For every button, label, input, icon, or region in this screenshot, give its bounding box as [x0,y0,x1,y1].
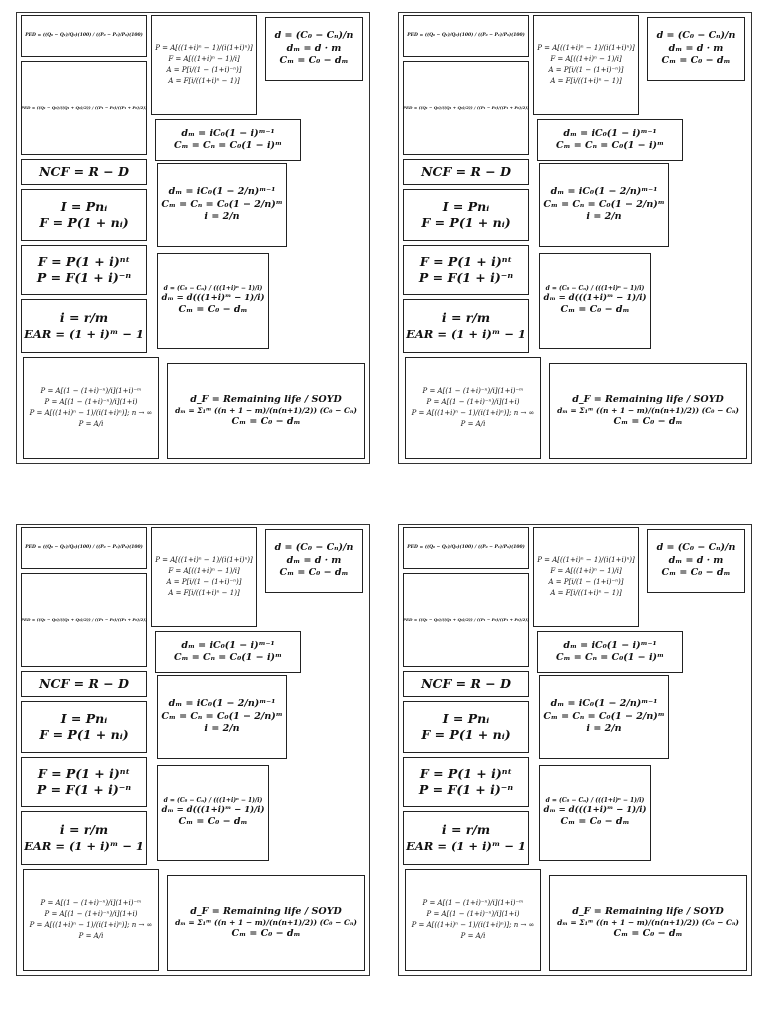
formula-line: P = F(1 + i)⁻ⁿ [36,270,132,285]
formula-line: Cₘ = C₀ − dₘ [661,567,731,579]
formula-sheet-4 [398,524,752,976]
formula-line: EAR = (1 + i)ᵐ − 1 [24,838,144,853]
formula-line: dₘ = iC₀(1 − i)ᵐ⁻¹ [563,639,657,651]
formula-box-sl [265,17,363,81]
formula-line: Cₘ = Cₙ = C₀(1 − 2/n)ᵐ [161,710,283,722]
formula-line: NCF = R − D [421,163,511,179]
formula-line: dₘ = Σ₁ᵐ ((n + 1 − m)/(n(n+1)/2)) (C₀ − Cₙ) [557,918,739,928]
formula-box-cc [403,757,529,807]
formula-line: P = A/i [460,419,486,428]
formula-line: PED = ((Q₀ − Q₁)/Q₀)(100) / ((P₀ − P₁)/P₀)(100) [407,33,525,39]
formula-box-sf [539,253,651,349]
formula-box-si [403,701,529,753]
formula-line: P = F(1 + i)⁻ⁿ [418,782,514,797]
formula-line: Cₘ = Cₙ = C₀(1 − i)ᵐ [556,140,664,151]
formula-line: i = 2/n [586,211,622,223]
formula-box-db [155,631,301,673]
formula-line: F = P(1 + i)ⁿᵗ [37,765,131,781]
formula-line: P = A[((1+i)ⁿ − 1)/(i(1+i)ⁿ)]; n → ∞ [411,409,535,417]
formula-box-sf [157,765,269,861]
formula-line: P = A[(1 − (1+i)⁻ⁿ)/i](1+i)⁻ᵐ [40,899,142,908]
formula-line: d_F = Remaining life / SOYD [572,393,724,405]
formula-box-ped2 [21,573,147,667]
formula-line: P = A/i [78,419,104,428]
formula-line: d_F = Remaining life / SOYD [190,905,342,917]
formula-box-syd [549,363,747,459]
formula-line: i = 2/n [204,211,240,223]
formula-line: P = A[(1 − (1+i)⁻ⁿ)/i](1+i) [426,910,520,919]
formula-box-syd [167,875,365,971]
formula-line: dₘ = d(((1+i)ᵐ − 1)/i) [161,805,265,816]
formula-line: PED = ((Q₁ − Q₀)/((Q₁ + Q₀)/2)) / ((P₁ − P₀)/((P₁ + P₀)/2)) [20,617,148,623]
formula-line: I = Pnᵢ [60,710,108,726]
formula-line: EAR = (1 + i)ᵐ − 1 [24,326,144,341]
formula-line: F = P(1 + nᵢ) [39,215,129,230]
formula-box-syd [167,363,365,459]
formula-box-ddb [157,675,287,759]
formula-line: dₘ = d · m [668,42,724,54]
formula-line: P = F(1 + i)⁻ⁿ [418,270,514,285]
formula-box-ann [405,869,541,971]
formula-line: P = A/i [460,931,486,940]
formula-line: Cₘ = C₀ − dₘ [613,415,683,427]
formula-line: dₘ = d(((1+i)ᵐ − 1)/i) [543,805,647,816]
formula-box-sl [647,529,745,593]
formula-line: dₘ = iC₀(1 − i)ᵐ⁻¹ [181,127,275,139]
formula-line: Cₘ = C₀ − dₘ [560,304,630,316]
formula-line: i = r/m [441,822,491,838]
formula-line: Cₘ = C₀ − dₘ [178,816,248,828]
formula-line: d_F = Remaining life / SOYD [190,393,342,405]
formula-line: d = (C₀ − Cₙ) / (((1+i)ⁿ − 1)/i) [545,285,645,293]
formula-line: A = F[i/((1+i)ⁿ − 1)] [168,588,240,597]
formula-line: F = P(1 + i)ⁿᵗ [37,253,131,269]
formula-line: A = P[i/(1 − (1+i)⁻ⁿ)] [548,66,624,74]
formula-line: P = A[((1+i)ⁿ − 1)/(i(1+i)ⁿ)]; n → ∞ [411,921,535,929]
formula-line: Cₘ = C₀ − dₘ [560,816,630,828]
formula-line: PED = ((Q₀ − Q₁)/Q₀)(100) / ((P₀ − P₁)/P₀)(100) [407,545,525,551]
formula-line: dₘ = iC₀(1 − 2/n)ᵐ⁻¹ [168,186,276,198]
formula-line: NCF = R − D [39,675,129,691]
formula-line: d_F = Remaining life / SOYD [572,905,724,917]
formula-line: PED = ((Q₁ − Q₀)/((Q₁ + Q₀)/2)) / ((P₁ − P₀)/((P₁ + P₀)/2)) [402,617,530,623]
formula-box-cc [21,757,147,807]
formula-box-sf [539,765,651,861]
formula-line: P = A[((1+i)ⁿ − 1)/(i(1+i)ⁿ)] [155,556,253,565]
formula-box-ped1 [403,527,529,569]
formula-line: P = A[((1+i)ⁿ − 1)/(i(1+i)ⁿ)] [537,44,635,53]
formula-line: i = r/m [441,310,491,326]
formula-line: PED = ((Q₀ − Q₁)/Q₀)(100) / ((P₀ − P₁)/P₀)(100) [25,33,143,39]
formula-line: dₘ = Σ₁ᵐ ((n + 1 − m)/(n(n+1)/2)) (C₀ − Cₙ) [557,406,739,416]
formula-line: F = P(1 + nᵢ) [421,727,511,742]
formula-line: P = A[((1+i)ⁿ − 1)/(i(1+i)ⁿ)] [155,44,253,53]
formula-box-ann [23,357,159,459]
formula-line: Cₘ = Cₙ = C₀(1 − 2/n)ᵐ [161,198,283,210]
formula-line: dₘ = iC₀(1 − i)ᵐ⁻¹ [563,127,657,139]
formula-line: A = P[i/(1 − (1+i)⁻ⁿ)] [166,578,242,586]
formula-line: I = Pnᵢ [60,198,108,214]
formula-box-ear [403,299,529,353]
formula-line: P = A/i [78,931,104,940]
formula-line: d = (C₀ − Cₙ) / (((1+i)ⁿ − 1)/i) [163,285,263,293]
formula-line: dₘ = Σ₁ᵐ ((n + 1 − m)/(n(n+1)/2)) (C₀ − Cₙ) [175,406,357,416]
formula-line: F = A[((1+i)ⁿ − 1)/i] [168,567,240,576]
formula-line: d = (C₀ − Cₙ) / (((1+i)ⁿ − 1)/i) [163,797,263,805]
formula-box-pf [151,527,257,627]
formula-line: P = A[(1 − (1+i)⁻ⁿ)/i](1+i)⁻ᵐ [422,387,524,396]
formula-line: I = Pnᵢ [442,710,490,726]
formula-line: P = A[(1 − (1+i)⁻ⁿ)/i](1+i)⁻ᵐ [422,899,524,908]
formula-box-ear [21,299,147,353]
formula-line: i = 2/n [204,723,240,735]
formula-line: i = 2/n [586,723,622,735]
formula-line: d = (C₀ − Cₙ)/n [656,30,736,42]
formula-box-cc [403,245,529,295]
formula-line: NCF = R − D [39,163,129,179]
formula-line: Cₘ = Cₙ = C₀(1 − i)ᵐ [174,652,282,663]
formula-line: F = A[((1+i)ⁿ − 1)/i] [550,55,622,64]
formula-line: dₘ = iC₀(1 − i)ᵐ⁻¹ [181,639,275,651]
formula-line: F = P(1 + i)ⁿᵗ [419,253,513,269]
formula-line: P = A[(1 − (1+i)⁻ⁿ)/i](1+i) [44,398,138,407]
formula-box-ncf [21,159,147,185]
formula-box-si [403,189,529,241]
formula-box-ear [403,811,529,865]
formula-line: A = F[i/((1+i)ⁿ − 1)] [168,76,240,85]
formula-line: F = P(1 + nᵢ) [39,727,129,742]
formula-box-ddb [157,163,287,247]
formula-line: dₘ = iC₀(1 − 2/n)ᵐ⁻¹ [550,698,658,710]
formula-line: Cₘ = C₀ − dₘ [661,55,731,67]
formula-line: A = F[i/((1+i)ⁿ − 1)] [550,76,622,85]
formula-box-ped2 [21,61,147,155]
formula-line: Cₘ = C₀ − dₘ [231,927,301,939]
formula-line: dₘ = d(((1+i)ᵐ − 1)/i) [161,293,265,304]
formula-box-ann [405,357,541,459]
formula-box-ncf [403,159,529,185]
formula-line: Cₘ = C₀ − dₘ [613,927,683,939]
formula-line: d = (C₀ − Cₙ)/n [274,542,354,554]
formula-line: PED = ((Q₁ − Q₀)/((Q₁ + Q₀)/2)) / ((P₁ − P₀)/((P₁ + P₀)/2)) [20,105,148,111]
formula-line: F = P(1 + i)ⁿᵗ [419,765,513,781]
formula-box-ped1 [21,527,147,569]
formula-line: P = A[((1+i)ⁿ − 1)/(i(1+i)ⁿ)]; n → ∞ [29,921,153,929]
formula-box-sl [647,17,745,81]
formula-line: P = A[((1+i)ⁿ − 1)/(i(1+i)ⁿ)] [537,556,635,565]
formula-line: dₘ = d(((1+i)ᵐ − 1)/i) [543,293,647,304]
formula-line: i = r/m [59,310,109,326]
formula-line: Cₘ = C₀ − dₘ [231,415,301,427]
formula-line: Cₘ = C₀ − dₘ [279,55,349,67]
formula-box-ped1 [403,15,529,57]
formula-box-pf [151,15,257,115]
formula-line: dₘ = iC₀(1 − 2/n)ᵐ⁻¹ [168,698,276,710]
formula-box-ddb [539,163,669,247]
formula-line: I = Pnᵢ [442,198,490,214]
formula-box-pf [533,527,639,627]
formula-box-db [155,119,301,161]
formula-line: i = r/m [59,822,109,838]
formula-box-si [21,701,147,753]
formula-line: Cₘ = Cₙ = C₀(1 − 2/n)ᵐ [543,198,665,210]
formula-line: d = (C₀ − Cₙ)/n [656,542,736,554]
formula-sheet-2 [398,12,752,464]
formula-box-cc [21,245,147,295]
formula-line: P = A[((1+i)ⁿ − 1)/(i(1+i)ⁿ)]; n → ∞ [29,409,153,417]
formula-line: A = P[i/(1 − (1+i)⁻ⁿ)] [548,578,624,586]
formula-line: A = P[i/(1 − (1+i)⁻ⁿ)] [166,66,242,74]
formula-line: P = A[(1 − (1+i)⁻ⁿ)/i](1+i) [426,398,520,407]
formula-box-sl [265,529,363,593]
formula-line: dₘ = iC₀(1 − 2/n)ᵐ⁻¹ [550,186,658,198]
formula-line: Cₘ = C₀ − dₘ [178,304,248,316]
formula-line: dₘ = Σ₁ᵐ ((n + 1 − m)/(n(n+1)/2)) (C₀ − Cₙ) [175,918,357,928]
formula-box-pf [533,15,639,115]
formula-line: P = A[(1 − (1+i)⁻ⁿ)/i](1+i)⁻ᵐ [40,387,142,396]
formula-box-sf [157,253,269,349]
formula-line: Cₘ = Cₙ = C₀(1 − i)ᵐ [556,652,664,663]
formula-box-ped2 [403,573,529,667]
formula-box-db [537,119,683,161]
formula-box-ncf [403,671,529,697]
formula-line: dₘ = d · m [286,554,342,566]
formula-sheet-1 [16,12,370,464]
formula-line: Cₘ = Cₙ = C₀(1 − i)ᵐ [174,140,282,151]
formula-box-ddb [539,675,669,759]
formula-box-ncf [21,671,147,697]
formula-box-ped2 [403,61,529,155]
formula-line: d = (C₀ − Cₙ) / (((1+i)ⁿ − 1)/i) [545,797,645,805]
formula-line: F = A[((1+i)ⁿ − 1)/i] [550,567,622,576]
formula-box-syd [549,875,747,971]
formula-line: PED = ((Q₁ − Q₀)/((Q₁ + Q₀)/2)) / ((P₁ − P₀)/((P₁ + P₀)/2)) [402,105,530,111]
formula-box-ann [23,869,159,971]
formula-line: dₘ = d · m [286,42,342,54]
formula-line: PED = ((Q₀ − Q₁)/Q₀)(100) / ((P₀ − P₁)/P₀)(100) [25,545,143,551]
formula-line: Cₘ = C₀ − dₘ [279,567,349,579]
formula-box-ped1 [21,15,147,57]
formula-line: F = A[((1+i)ⁿ − 1)/i] [168,55,240,64]
formula-line: F = P(1 + nᵢ) [421,215,511,230]
formula-box-ear [21,811,147,865]
formula-line: d = (C₀ − Cₙ)/n [274,30,354,42]
formula-line: P = A[(1 − (1+i)⁻ⁿ)/i](1+i) [44,910,138,919]
formula-line: P = F(1 + i)⁻ⁿ [36,782,132,797]
formula-line: EAR = (1 + i)ᵐ − 1 [406,838,526,853]
formula-line: dₘ = d · m [668,554,724,566]
formula-line: A = F[i/((1+i)ⁿ − 1)] [550,588,622,597]
formula-box-si [21,189,147,241]
formula-line: NCF = R − D [421,675,511,691]
formula-line: Cₘ = Cₙ = C₀(1 − 2/n)ᵐ [543,710,665,722]
formula-box-db [537,631,683,673]
formula-line: EAR = (1 + i)ᵐ − 1 [406,326,526,341]
formula-sheet-3 [16,524,370,976]
